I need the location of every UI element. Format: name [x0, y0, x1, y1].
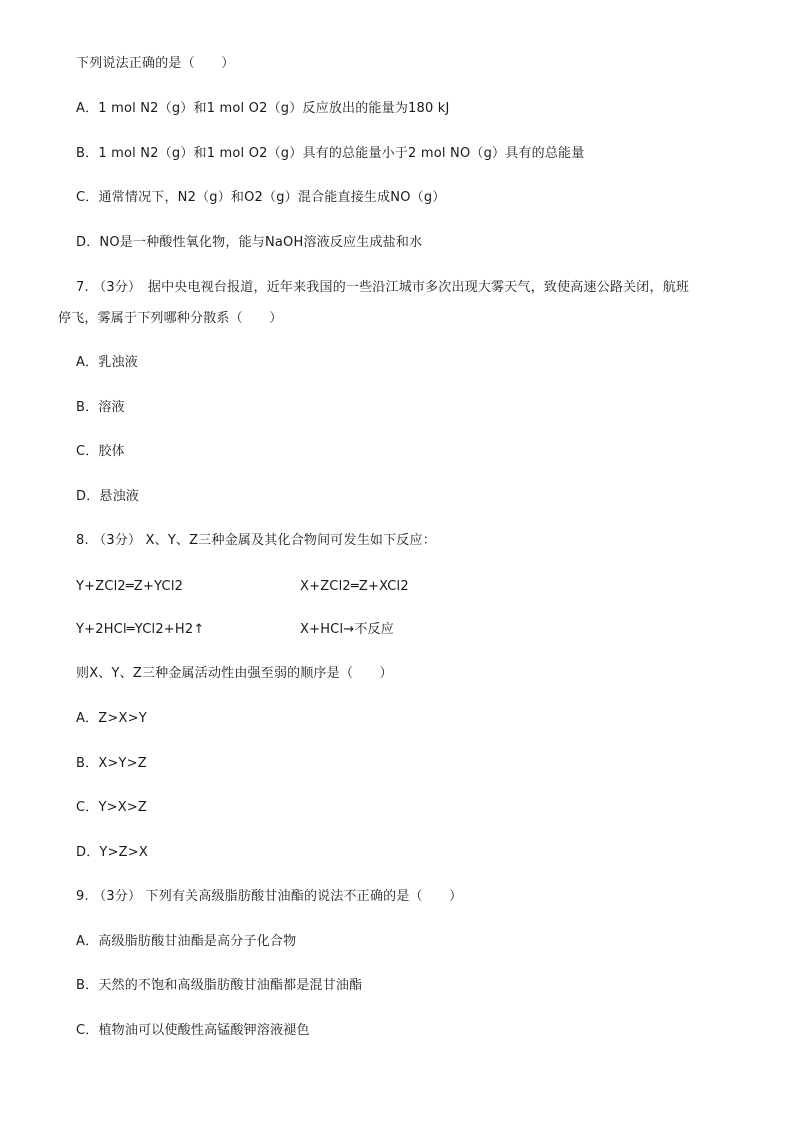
q6-option-d: D．NO是一种酸性氧化物，能与NaOH溶液反应生成盐和水 — [76, 235, 423, 250]
q7-stem-line1: 7. （3分） 据中央电视台报道，近年来我国的一些沿江城市多次出现大雾天气，致使高速公路关闭，航班 — [76, 280, 690, 295]
q8-option-b: B．X>Y>Z — [76, 756, 147, 771]
q9-option-c: C．植物油可以使酸性高锰酸钾溶液褪色 — [76, 1023, 310, 1038]
q8-option-c: C．Y>X>Z — [76, 800, 148, 815]
q8-question: 则X、Y、Z三种金属活动性由强至弱的顺序是（ ） — [76, 666, 393, 681]
q6-option-a: A．1 mol N2（g）和1 mol O2（g）反应放出的能量为180 kJ — [76, 101, 450, 116]
q7-option-a: A．乳浊液 — [76, 355, 138, 370]
q9-option-b: B．天然的不饱和高级脂肪酸甘油酯都是混甘油酯 — [76, 978, 363, 993]
q7-option-c: C．胶体 — [76, 444, 125, 459]
q6-option-b: B．1 mol N2（g）和1 mol O2（g）具有的总能量小于2 mol NO（g）具有的总能量 — [76, 146, 585, 161]
q7-option-d: D．悬浊液 — [76, 489, 140, 504]
q8-option-d: D．Y>Z>X — [76, 845, 148, 860]
q9-option-a: A．高级脂肪酸甘油酯是高分子化合物 — [76, 934, 297, 949]
q8-option-a: A．Z>X>Y — [76, 711, 147, 726]
q8-reaction-1: Y+ZCl2═Z+YCl2 — [76, 579, 184, 594]
q9-stem: 9. （3分） 下列有关高级脂肪酸甘油酯的说法不正确的是（ ） — [76, 889, 463, 904]
q7-option-b: B．溶液 — [76, 400, 125, 415]
q7-stem-line2: 停飞，雾属于下列哪种分散系（ ） — [58, 311, 283, 326]
q8-reaction-4: X+HCl→不反应 — [300, 622, 394, 637]
q6-stem: 下列说法正确的是（ ） — [76, 56, 235, 71]
q6-option-c: C．通常情况下，N2（g）和O2（g）混合能直接生成NO（g） — [76, 190, 446, 205]
q8-stem: 8. （3分） X、Y、Z三种金属及其化合物间可发生如下反应： — [76, 533, 436, 548]
q8-reaction-2: X+ZCl2═Z+XCl2 — [300, 579, 409, 594]
q8-reaction-3: Y+2HCl═YCl2+H2↑ — [76, 622, 205, 637]
